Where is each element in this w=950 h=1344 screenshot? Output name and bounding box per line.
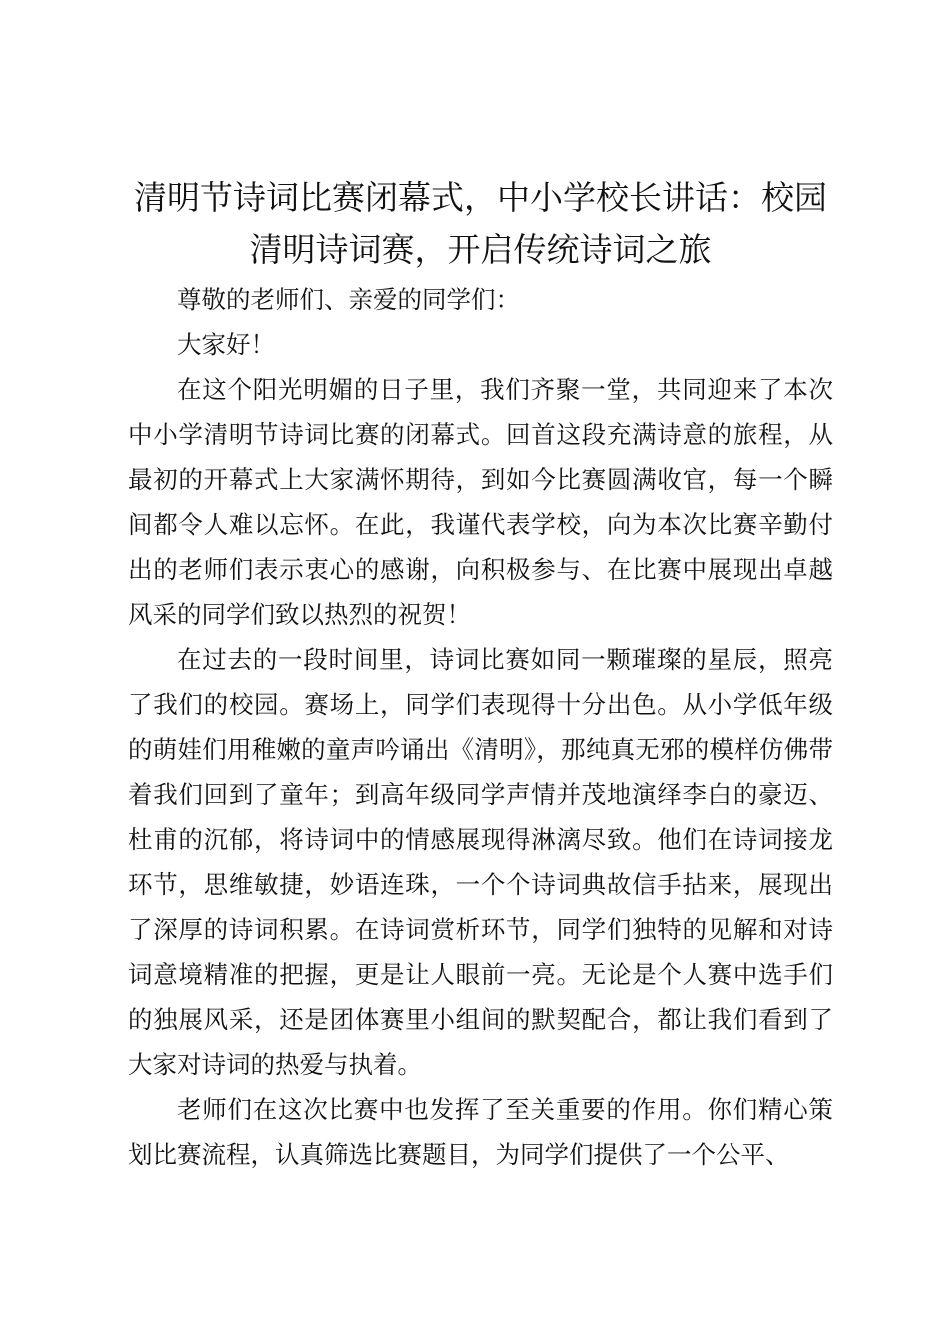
paragraph: 老师们在这次比赛中也发挥了至关重要的作用。你们精心策划比赛流程，认真筛选比赛题目，为同学们提供了一个公平、 [128, 1095, 833, 1169]
salutation: 尊敬的老师们、亲爱的同学们： [177, 285, 520, 314]
document-title: 清明节诗词比赛闭幕式，中小学校长讲话：校园清明诗词赛，开启传统诗词之旅 [134, 178, 827, 269]
greeting: 大家好！ [177, 330, 275, 359]
document-page [128, 172, 833, 1177]
paragraph: 在过去的一段时间里，诗词比赛如同一颗璀璨的星辰，照亮了我们的校园。赛场上，同学们表现得十分出色。从小学低年级的萌娃们用稚嫩的童声吟诵出《清明》，那纯真无邪的模样仿佛带着我们回到了童年；到高年级同学声情并茂地演绎李白的豪迈、杜甫的沉郁，将诗词中的情感展现得淋漓尽致。他们在诗词接龙环节，思维敏捷，妙语连珠，一个个诗词典故信手拈来，展现出了深厚的诗词积累。在诗词赏析环节，同学们独特的见解和对诗词意境精准的把握，更是让人眼前一亮。无论是个人赛中选手们的独展风采，还是团体赛里小组间的默契配合，都让我们看到了大家对诗词的热爱与执着。 [128, 645, 833, 1079]
document-body [128, 277, 833, 1177]
paragraph: 在这个阳光明媚的日子里，我们齐聚一堂，共同迎来了本次中小学清明节诗词比赛的闭幕式。回首这段充满诗意的旅程，从最初的开幕式上大家满怀期待，到如今比赛圆满收官，每一个瞬间都令人难以忘怀。在此，我谨代表学校，向为本次比赛辛勤付出的老师们表示衷心的感谢，向积极参与、在比赛中展现出卓越风采的同学们致以热烈的祝贺！ [128, 375, 833, 629]
